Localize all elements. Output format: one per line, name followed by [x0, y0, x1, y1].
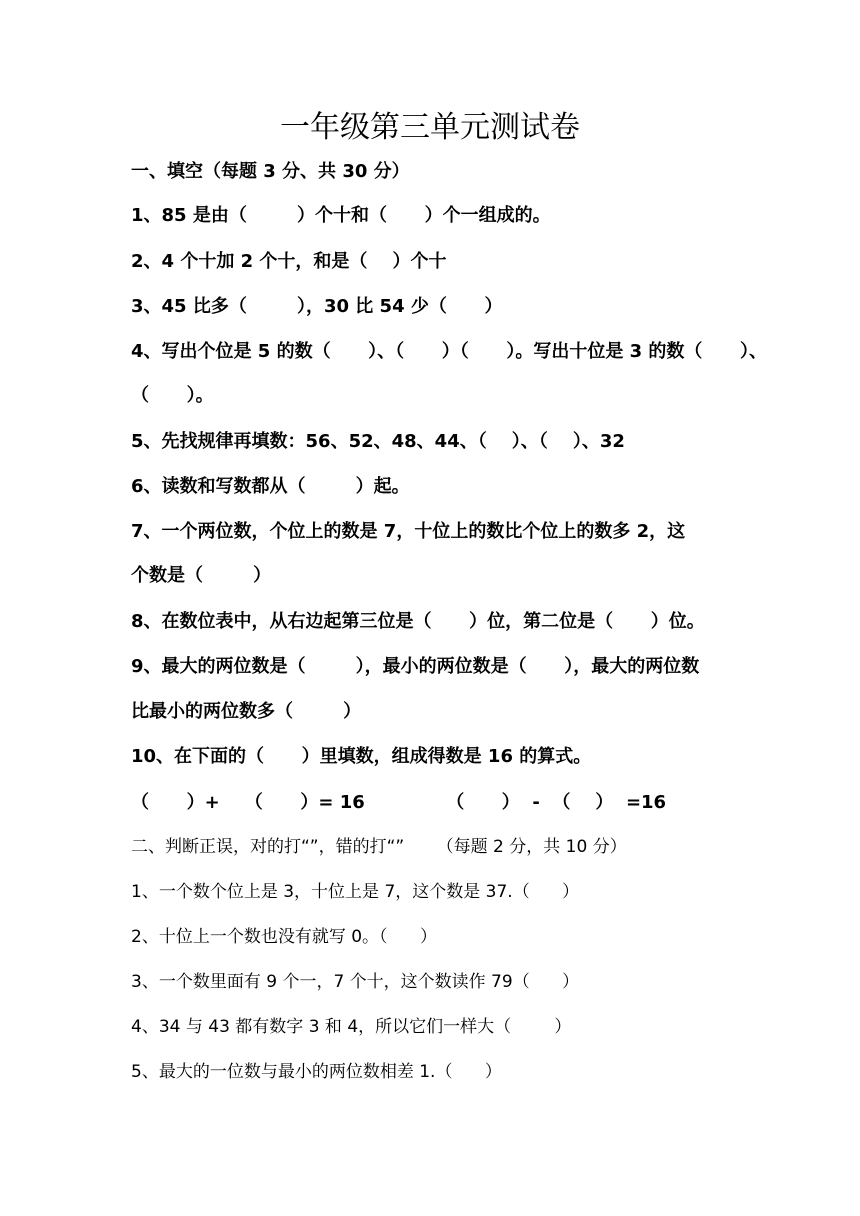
fill-question-10: 10、在下面的（ ）里填数，组成得数是 16 的算式。 — [131, 746, 592, 767]
fill-question-4: 4、写出个位是 5 的数（ ）、（ ）（ ）。写出十位是 3 的数（ ）、 — [131, 341, 768, 362]
judge-question-5: 5、最大的一位数与最小的两位数相差 1.（ ） — [131, 1062, 502, 1082]
fill-question-5: 5、先找规律再填数：56、52、48、44、（ ）、（ ）、32 — [131, 431, 625, 452]
fill-question-6: 6、读数和写数都从（ ）起。 — [131, 476, 410, 497]
fill-question-8: 8、在数位表中，从右边起第三位是（ ）位，第二位是（ ）位。 — [131, 611, 705, 632]
judge-question-4: 4、34 与 43 都有数字 3 和 4，所以它们一样大（ ） — [131, 1017, 572, 1037]
fill-question-9: 9、最大的两位数是（ ），最小的两位数是（ ），最大的两位数 — [131, 656, 700, 677]
exam-title: 一年级第三单元测试卷 — [280, 110, 580, 145]
judge-question-2: 2、十位上一个数也没有就写 0。（ ） — [131, 927, 437, 947]
fill-question-3: 3、45 比多（ ），30 比 54 少（ ） — [131, 296, 503, 317]
fill-question-4-continued: （ ）。 — [131, 385, 214, 406]
section-1-heading: 一、填空（每题 3 分、共 30 分） — [131, 161, 410, 182]
fill-question-9-continued: 比最小的两位数多（ ） — [131, 701, 362, 722]
fill-question-10-equations: （ ）+ （ ）= 16 （ ） - （ ） =16 — [131, 792, 667, 813]
judge-question-1: 1、一个数个位上是 3，十位上是 7，这个数是 37.（ ） — [131, 882, 580, 902]
judge-question-3: 3、一个数里面有 9 个一，7 个十，这个数读作 79（ ） — [131, 972, 580, 992]
fill-question-7: 7、一个两位数，个位上的数是 7，十位上的数比个位上的数多 2，这 — [131, 521, 686, 542]
section-2-heading: 二、判断正误，对的打“”，错的打“” （每题 2 分，共 10 分） — [131, 837, 627, 857]
fill-question-2: 2、4 个十加 2 个十，和是（ ）个十 — [131, 251, 447, 272]
fill-question-7-continued: 个数是（ ） — [131, 565, 272, 586]
fill-question-1: 1、85 是由（ ）个十和（ ）个一组成的。 — [131, 205, 551, 226]
